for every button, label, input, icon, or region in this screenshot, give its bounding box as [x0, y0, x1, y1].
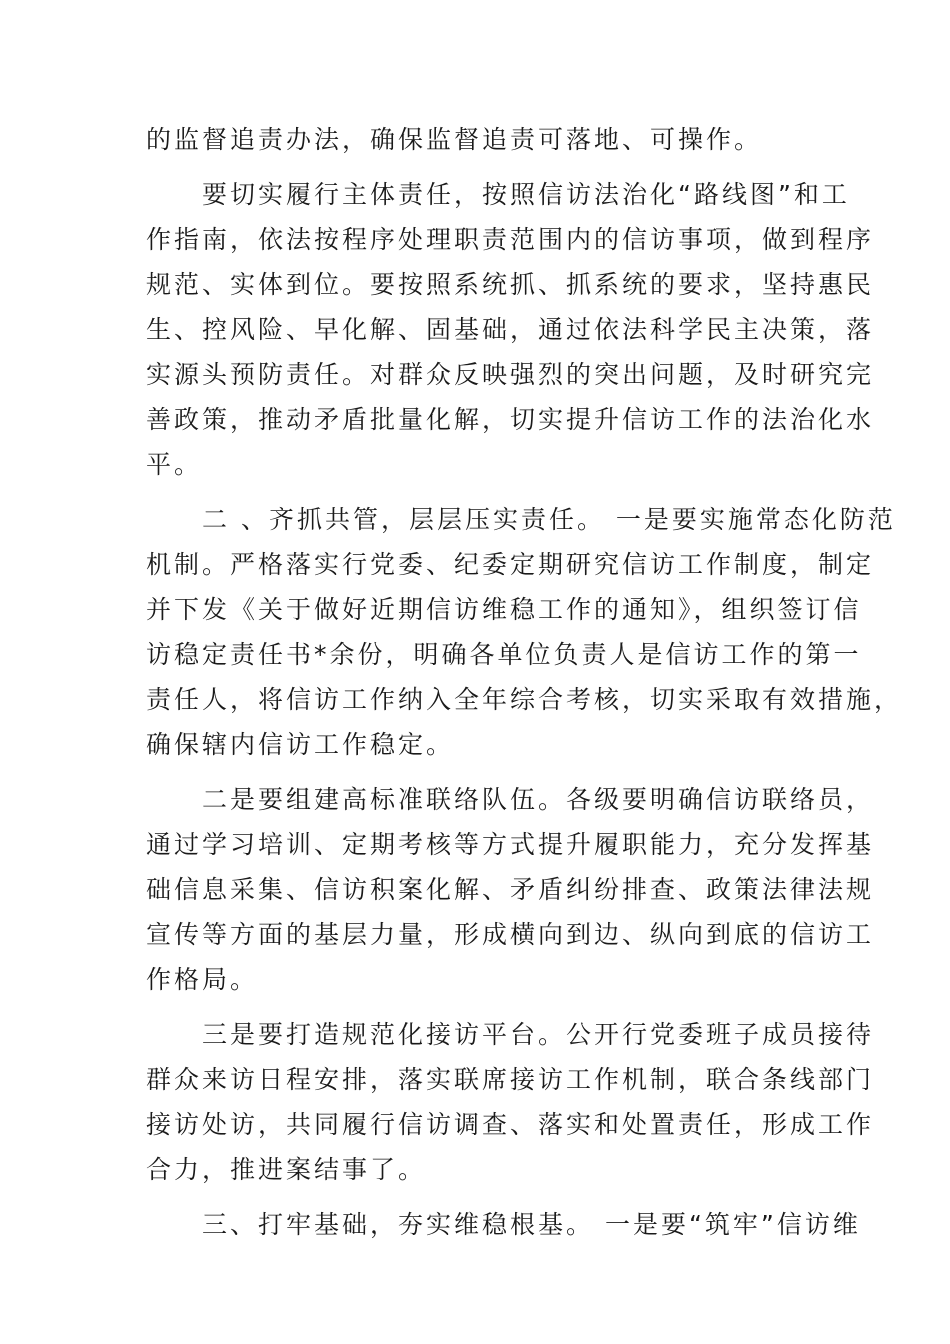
text-line: 二是要组建高标准联络队伍。各级要明确信访联络员， [202, 784, 875, 814]
text-line: 确保辖内信访工作稳定。 [146, 729, 455, 759]
text-line: 通过学习培训、定期考核等方式提升履职能力，充分发挥基 [146, 829, 875, 859]
document-body [146, 118, 903, 1248]
text-line: 作指南，依法按程序处理职责范围内的信访事项，做到程序 [146, 225, 875, 255]
paragraph-spacer [146, 1002, 814, 1013]
paragraph-spacer [146, 488, 814, 499]
text-line: 二 、齐抓共管，层层压实责任。 一是要实施常态化防范 [202, 505, 896, 535]
paragraph [146, 1203, 861, 1248]
text-line: 平。 [146, 449, 203, 479]
text-line: 的监督追责办法，确保监督追责可落地、可操作。 [146, 125, 763, 154]
text-line: 实源头预防责任。对群众反映强烈的突出问题，及时研究完 [146, 359, 875, 389]
text-line: 善政策，推动矛盾批量化解，切实提升信访工作的法治化水 [146, 404, 875, 434]
text-line: 础信息采集、信访积案化解、矛盾纠纷排查、政策法律法规 [146, 874, 875, 904]
text-line: 规范、实体到位。要按照系统抓、抓系统的要求，坚持惠民 [146, 270, 875, 300]
paragraph-spacer [146, 1192, 814, 1203]
paragraph [146, 778, 875, 1002]
text-line: 要切实履行主体责任，按照信访法治化“路线图”和工 [202, 180, 850, 210]
paragraph-spacer [146, 163, 814, 174]
paragraph [146, 1013, 875, 1193]
text-line: 群众来访日程安排，落实联席接访工作机制，联合条线部门 [146, 1064, 875, 1094]
text-line: 作格局。 [146, 964, 259, 994]
text-line: 接访处访，共同履行信访调查、落实和处置责任，形成工作 [146, 1109, 875, 1139]
text-line: 访稳定责任书*余份，明确各单位负责人是信访工作的第一 [146, 639, 862, 669]
text-line: 生、控风险、早化解、固基础，通过依法科学民主决策，落 [146, 315, 875, 345]
paragraph [146, 173, 875, 487]
text-line: 合力，推进案结事了。 [146, 1154, 427, 1184]
text-line: 宣传等方面的基层力量，形成横向到边、纵向到底的信访工 [146, 919, 875, 949]
text-line: 并下发《关于做好近期信访维稳工作的通知》，组织签订信 [146, 594, 862, 624]
text-line: 三是要打造规范化接访平台。公开行党委班子成员接待 [202, 1019, 875, 1049]
paragraph-spacer [146, 767, 814, 778]
text-line: 机制。严格落实行党委、纪委定期研究信访工作制度，制定 [146, 550, 875, 580]
paragraph [146, 498, 903, 767]
paragraph [146, 118, 814, 163]
text-line: 三、打牢基础，夯实维稳根基。 一是要“筑牢”信访维 [202, 1209, 861, 1239]
text-line: 责任人，将信访工作纳入全年综合考核，切实采取有效措施， [146, 684, 903, 714]
